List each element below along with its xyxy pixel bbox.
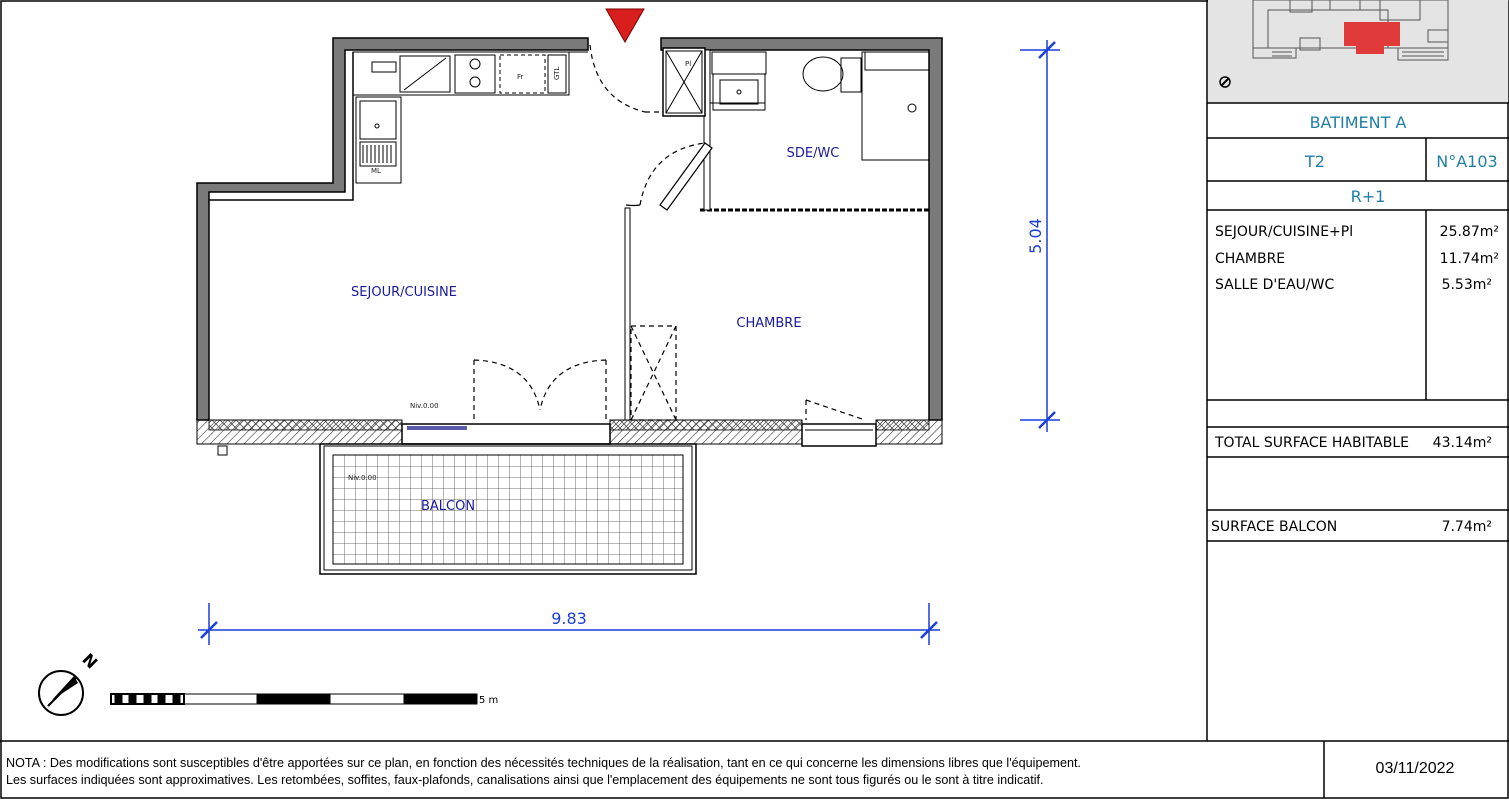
disclaimer-note — [6, 755, 1324, 789]
area-name: SEJOUR/CUISINE+Pl — [1215, 224, 1354, 240]
north-label: N — [78, 649, 102, 673]
area-value: 25.87m² — [1439, 224, 1499, 240]
room-label-sejour: SEJOUR/CUISINE — [351, 285, 457, 300]
apartment-type: T2 — [1305, 152, 1325, 171]
scale-bar — [111, 694, 477, 704]
disclaimer-line: NOTA : Des modifications sont susceptibles d'être apportées sur ce plan, en fonction des nécessités techniques de la réalisation, tant en ce qui concerne les dimensions libres que l'équipement. — [6, 756, 1081, 770]
plan-date: 03/11/2022 — [1375, 760, 1455, 777]
plan-solid-details — [626, 143, 712, 210]
bathroom-fixtures — [663, 48, 929, 160]
area-value: 5.53m² — [1441, 277, 1492, 293]
dimension-width-label: 9.83 — [551, 609, 587, 628]
plan-walls — [197, 38, 942, 455]
area-value: 11.74m² — [1439, 251, 1499, 267]
level-marker: Niv.0.00 — [410, 402, 439, 410]
balcony — [320, 444, 696, 574]
level-marker: Niv.0.00 — [348, 474, 377, 482]
ml-label: ML — [371, 167, 381, 175]
area-name: CHAMBRE — [1215, 251, 1286, 267]
total-area-label: TOTAL SURFACE HABITABLE — [1215, 435, 1410, 451]
scale-label: 5 m — [479, 695, 499, 706]
entrance-marker-icon — [606, 9, 644, 42]
total-area-value: 43.14m² — [1432, 435, 1492, 451]
dimension-height-label: 5.04 — [1026, 218, 1045, 254]
balcony-area-label: SURFACE BALCON — [1211, 519, 1338, 535]
north-arrow-icon — [39, 671, 83, 715]
apartment-number: N°A103 — [1436, 152, 1498, 171]
room-label-sde: SDE/WC — [786, 146, 840, 161]
building-label: BATIMENT A — [1309, 113, 1407, 132]
room-label-balcon: BALCON — [420, 499, 476, 514]
gtl-label: GTL — [553, 66, 561, 80]
pl-label: Pl — [685, 60, 692, 68]
disclaimer-line: Les surfaces indiquées sont approximatives. Les retombées, soffites, faux-plafonds, canalisations ainsi que l'emplacement des équipements ne sont tous figurés ou le sont à titre indicatif. — [6, 773, 1044, 787]
balcony-area-value: 7.74m² — [1441, 519, 1492, 535]
fridge-label: Fr — [517, 73, 524, 81]
room-label-chambre: CHAMBRE — [736, 316, 802, 331]
key-plan-thumbnail — [1208, 0, 1508, 103]
floor-label: R+1 — [1350, 187, 1386, 206]
kitchen-fixtures — [353, 52, 569, 183]
area-name: SALLE D'EAU/WC — [1215, 277, 1335, 293]
